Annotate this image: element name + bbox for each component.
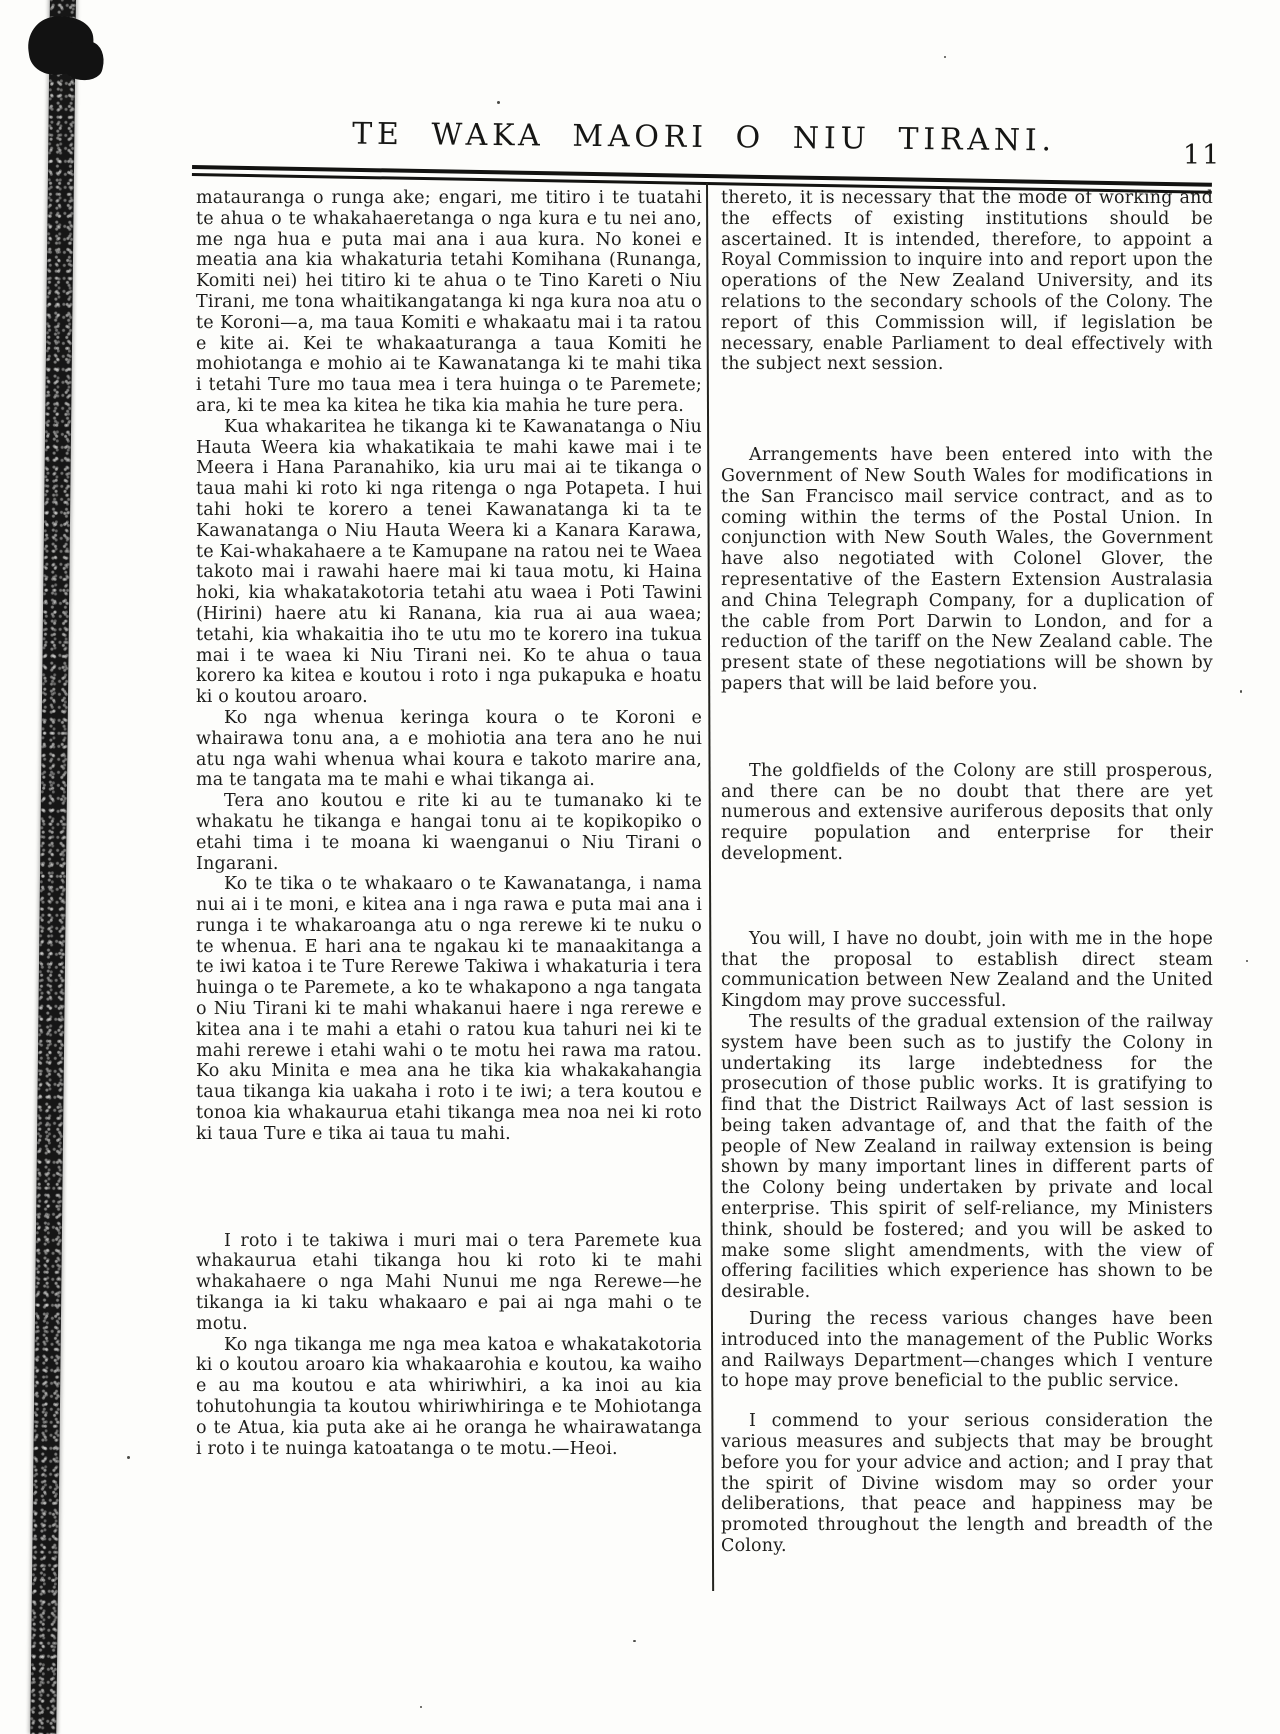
english-text-column [721,188,1213,1557]
maori-paragraph: Kua whakaritea he tikanga ki te Kawanatanga o Niu Hauta Weera kia whakatikaia te mahi kawe mai i te Meera i Hana Paranahiko, kia uru mai ai te tikanga o taua mahi ki roto ki nga ritenga o nga Potapeta. I hui tahi hoki te korero a tenei Kawanatanga ki ta te Kawanatanga o Niu Hauta Weera ki a Kanara Karawa, te Kai-whakahaere a te Kamupane na ratou nei te Waea takoto mai i rawahi haere mai ki taua motu, ki Haina hoki, kia whakatakotoria tetahi atu waea i Poti Tawini (Hirini) haere atu ki Ranana, kia rua ai aua waea; tetahi, kia whakaitia iho te utu mo te korero ina tukua mai i te waea ki Niu Tirani nei. Ko te ahua o taua korero ka kitea e koutou i roto i nga pukapuka e hoatu ki o koutou aroaro. [196,416,702,708]
scan-speck [127,1456,130,1459]
scan-speck [633,1640,636,1642]
scan-speck [1240,690,1242,693]
page-binding-band [30,0,76,1734]
page-number: 11 [1183,140,1222,171]
maori-paragraph: I roto i te takiwa i muri mai o tera Paremete kua whakaurua etahi tikanga hou ki roto ki te mahi whakahaere o nga Mahi Nunui me nga Rerewe—he tikanga ia ki taku whakaaro e pai ai nga mahi o te motu. [196,1230,702,1334]
scan-speck [420,1706,422,1708]
maori-paragraph: Tera ano koutou e rite ki au te tumanako ki te whakatu he tikanga e hangai tonu ai te kopikopiko o etahi tima i te moana ki waenganui o Niu Tirani o Ingarani. [196,791,702,874]
maori-paragraph: Ko nga whenua keringa koura o te Koroni e whairawa tonu ana, a e mohiotia ana tera ano he nui atu nga wahi whenua whai koura e takoto marire ana, ma te tangata ma te mahi e whai tikanga ai. [196,707,702,791]
scan-speck [497,101,500,104]
english-paragraph: Arrangements have been entered into with the Government of New South Wales for modifications in the San Francisco mail service contract, and as to coming within the terms of the Postal Union. In conjunction with New South Wales, the Government have also negotiated with Colonel Glover, the representative of the Eastern Extension Australasia and China Telegraph Company, for a duplication of the cable from Port Darwin to London, and for a reduction of the tariff on the New Zealand cable. The present state of these negotiations will be shown by papers that will be laid before you. [721,445,1213,694]
column-divider-rule [706,183,714,1591]
scan-speck [1246,960,1248,962]
maori-paragraph: Ko nga tikanga me nga mea katoa e whakatakotoria ki o koutou aroaro kia whakaarohia e koutou, ka waiho e au ma koutou e ata whiriwhiri, a ka inoi au kia tohutohungia ta koutou whiriwhiringa e te Mohiotanga o te Atua, kia puta ake ai he oranga he whairawatanga i roto i te nuinga katoatanga o te motu.—Heoi. [196,1334,702,1459]
english-paragraph: You will, I have no doubt, join with me in the hope that the proposal to establish direct steam communication between New Zealand and the United Kingdom may prove successful. [721,928,1213,1012]
english-paragraph: I commend to your serious consideration the various measures and subjects that may be brought before you for your advice and action; and I pray that the spirit of Divine wisdom may so order your deliberations, that peace and happiness may be promoted throughout the length and breadth of the Colony. [721,1411,1213,1557]
english-paragraph: During the recess various changes have been introduced into the management of the Public Works and Railways Department—changes which I venture to hope may prove beneficial to the public service. [721,1309,1213,1392]
scan-speck [944,56,946,58]
maori-paragraph: matauranga o runga ake; engari, me titiro i te tuatahi te ahua o te whakahaeretanga o nga kura e tu nei ano, me nga hua e puta mai ana i aua kura. No konei e meatia ana kia whakaturia tetahi Komihana (Runanga, Komiti nei) hei titiro ki te ahua o te Tino Kareti o Niu Tirani, me tona whaitikangatanga ki nga kura noa atu o te Koroni—a, ma taua Komiti e whakaatu mai i ta ratou e kite ai. Kei te whakaaturanga a taua Komiti he mohiotanga e mohio ai te Kawanatanga ki te mahi tika i tetahi Ture mo taua mea i tera huinga o te Paremete; ara, ki te mea ka kitea he tika kia mahia he ture pera. [196,188,702,416]
newspaper-masthead: TE WAKA MAORI O NIU TIRANI. [351,116,1056,159]
maori-paragraph: Ko te tika o te whakaaro o te Kawanatanga, i nama nui ai i te moni, e kitea ana i nga rawa e puta mai ana i runga i te whakaroanga atu o nga rerewe ki te nuku o te whenua. E hari ana te ngakau ki te manaakitanga a te iwi katoa i te Ture Rerewe Takiwa i whakaturia i tera huinga o te Paremete, a ko te whakapono a nga tangata o Niu Tirani ki te mahi whakanui haere i nga rerewe e kitea ana i te mahi a etahi o ratou kua tahuri nei ki te mahi rerewe i etahi wahi o te motu hei rawa ma ratou. Ko aku Minita e mea ana he tika kia whakakahangia taua tikanga kia uakaha i roto i te iwi; a tera koutou e tonoa kia whakaurua etahi tikanga mea noa nei ki roto ki taua Ture e tika ai taua tu mahi. [196,874,702,1144]
english-paragraph: thereto, it is necessary that the mode of working and the effects of existing institutions should be ascertained. It is intended, therefore, to appoint a Royal Commission to inquire into and report upon the operations of the New Zealand University, and its relations to the secondary schools of the Colony. The report of this Commission will, if legislation be necessary, enable Parliament to deal effectively with the subject next session. [721,188,1213,375]
english-paragraph: The results of the gradual extension of the railway system have been such as to justify the Colony in undertaking its large indebtedness for the prosecution of those public works. It is gratifying to find that the District Railways Act of last session is being taken advantage of, and that the faith of the people of New Zealand in railway extension is being shown by many important lines in different parts of the Colony being undertaken by private and local enterprise. This spirit of self-reliance, my Ministers think, should be fostered; and you will be asked to make some slight amendments, with the view of offering facilities which experience has shown to be desirable. [721,1011,1213,1303]
english-paragraph: The goldfields of the Colony are still prosperous, and there can be no doubt that there are yet numerous and extensive auriferous deposits that only require population and enterprise for their development. [721,760,1213,864]
maori-text-column [196,188,702,1459]
